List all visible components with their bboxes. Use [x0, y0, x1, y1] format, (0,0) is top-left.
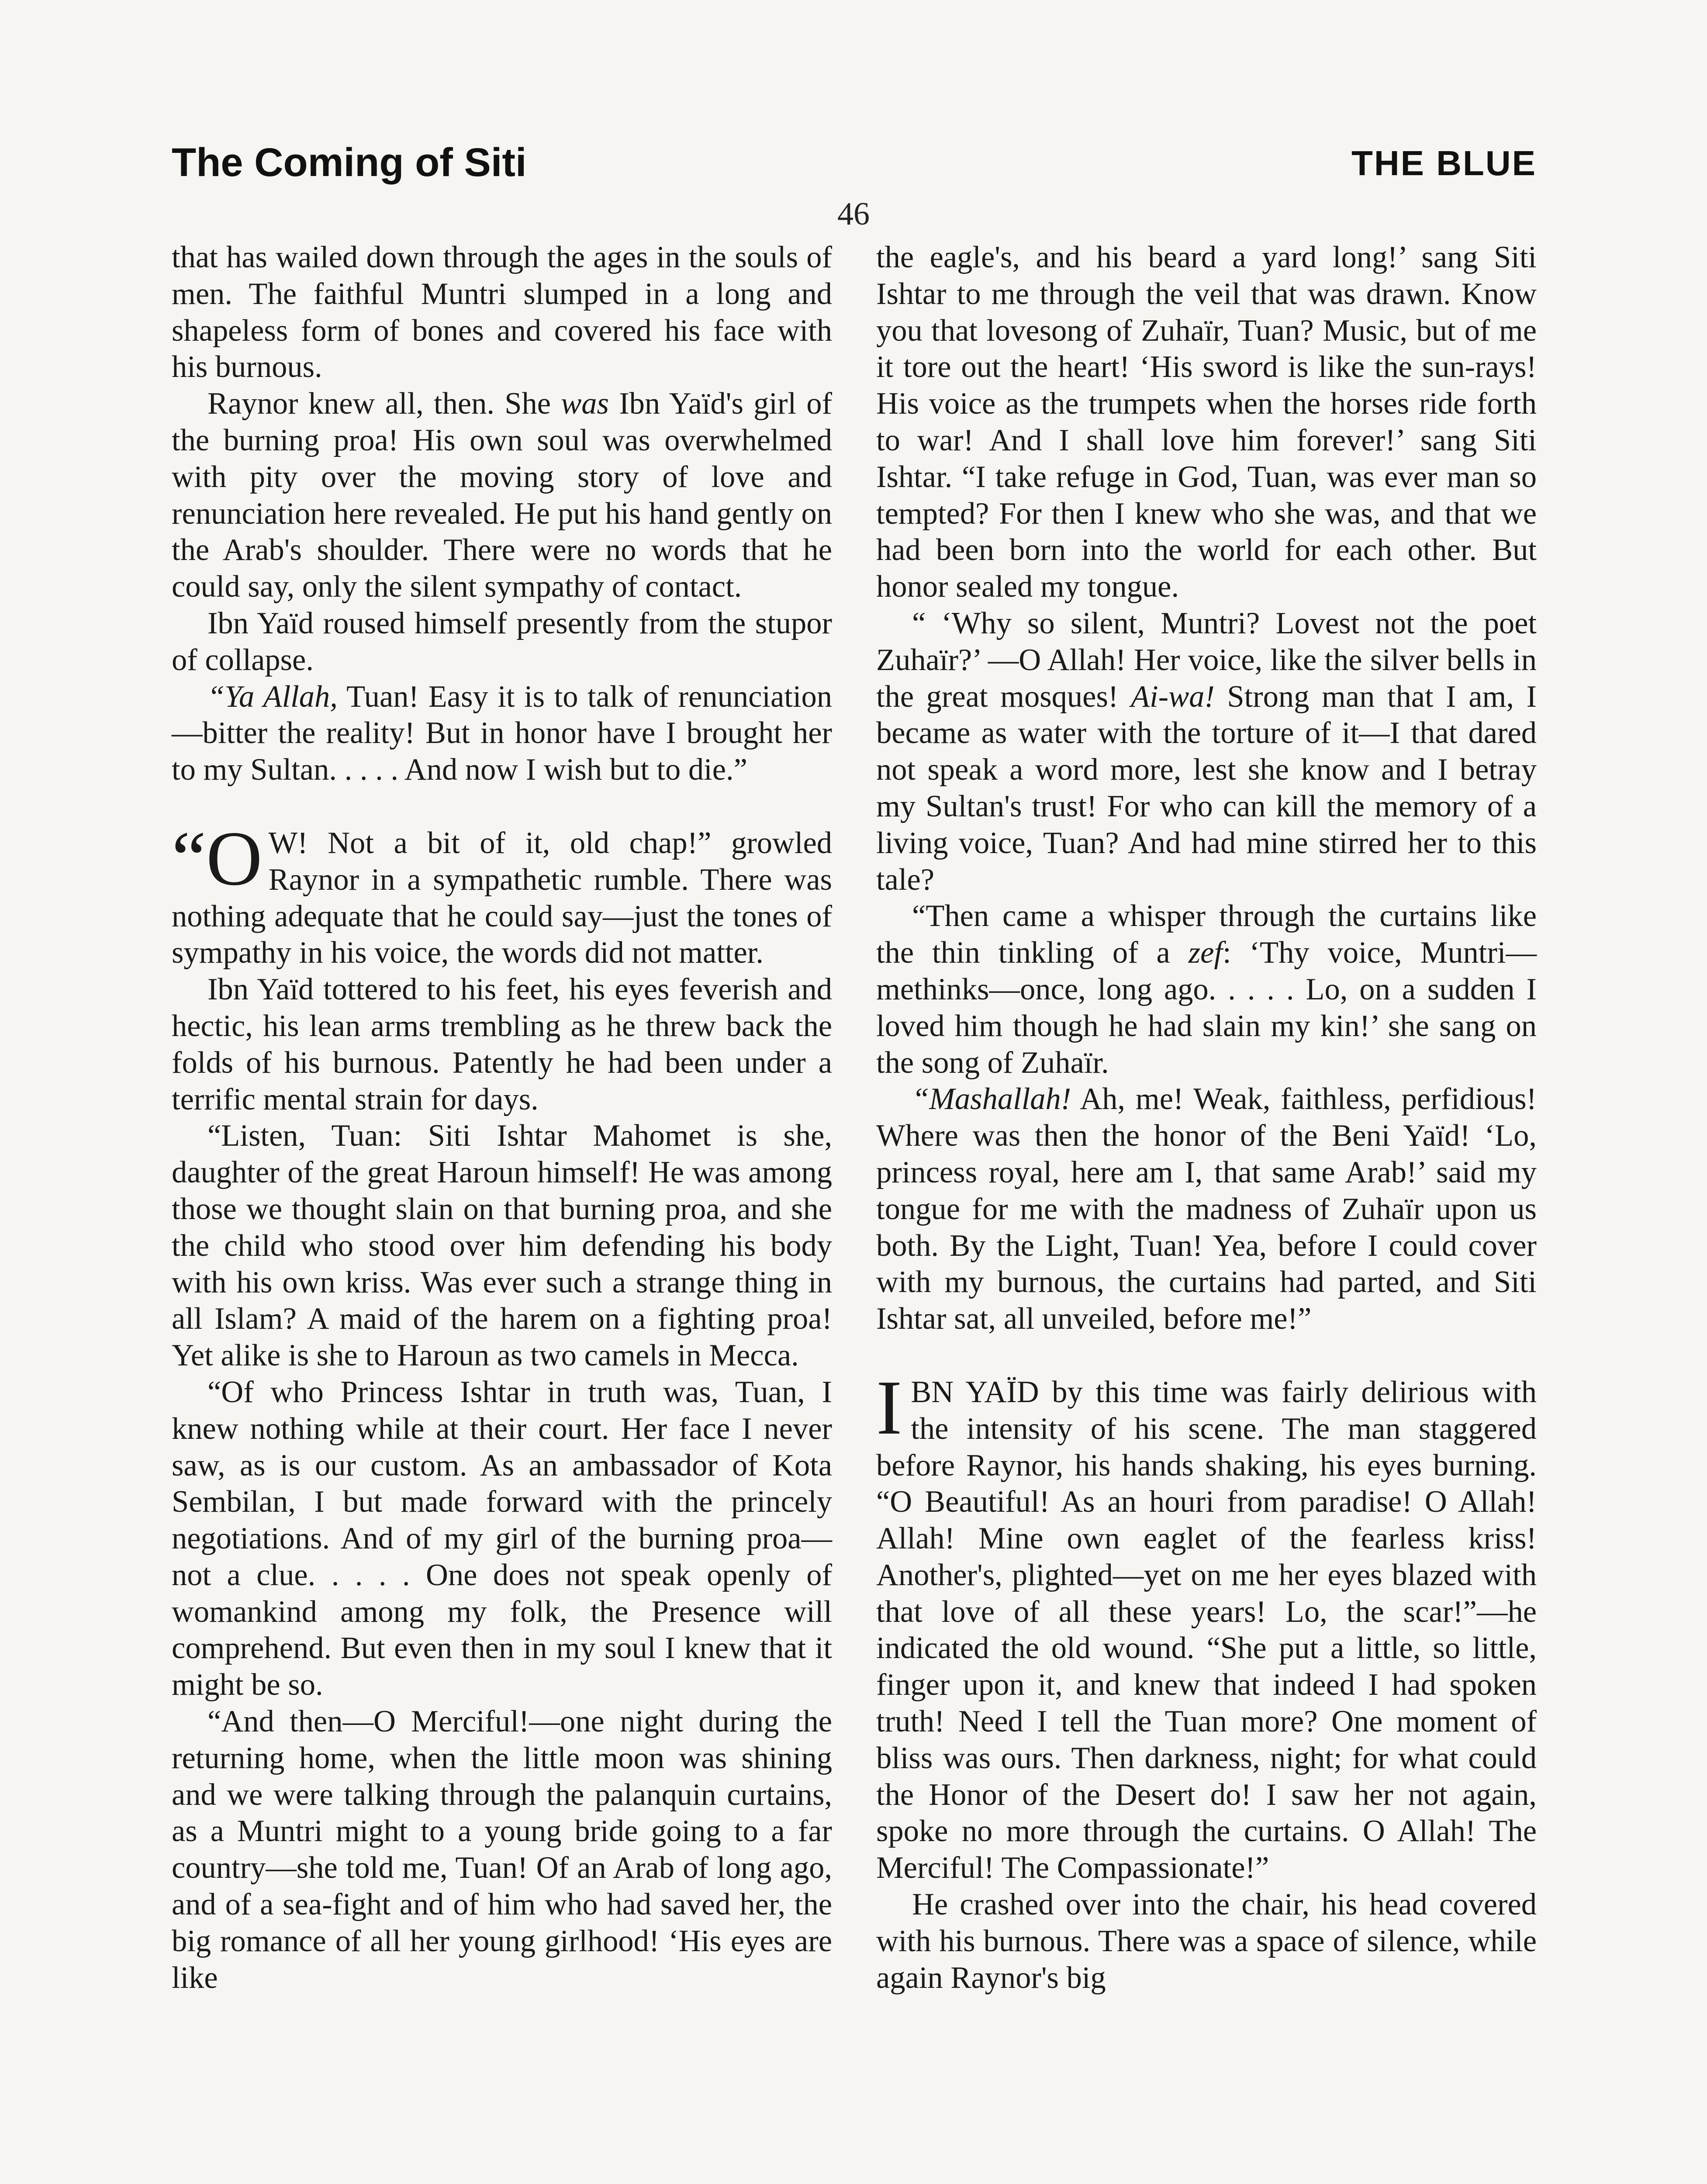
left-column [172, 239, 832, 1996]
paragraph: “Of who Princess Ishtar in truth was, Tuan, I knew nothing while at their court. Her face I never saw, as is our custom. As an ambassador of Kota Sembilan, I but made forward with the princely negotiations. And of my girl of the burning proa—not a clue. . . . . One does not speak openly of womankind among my folk, the Presence will comprehend. But even then in my soul I knew that it might be so. [172, 1375, 832, 1702]
paragraph: “Listen, Tuan: Siti Ishtar Mahomet is she, daughter of the great Haroun himself! He was among those we thought slain on that burning proa, and she the child who stood over him defending his body with his own kriss. Was ever such a strange thing in all Islam? A maid of the harem on a fighting proa! Yet alike is she to Haroun as two camels in Mecca. [172, 1119, 832, 1373]
section-opening-paragraph: “O W! Not a bit of it, old chap!” growled Raynor in a sympathetic rumble. There was nothing adequate that he could say—just the tones of sympathy in his voice, the words did not matter. [172, 815, 832, 970]
story-title: The Coming of Siti [172, 140, 527, 185]
paragraph: “And then—O Merciful!—one night during the returning home, when the little moon was shining and we were talking through the palanquin curtains, as a Muntri might to a young bride going to a far country—she told me, Tuan! Of an Arab of long ago, and of a sea-fight and of him who had saved her, the big romance of all her young girlhood! ‘His eyes are like [172, 1704, 832, 1995]
paragraph: the eagle's, and his beard a yard long!’ sang Siti Ishtar to me through the veil that was drawn. Know you that lovesong of Zuhaïr, Tuan? Music, but of me it tore out the heart! ‘His sword is like the sun-rays! His voice as the trumpets when the horses ride forth to war! And I shall love him forever!’ sang Siti Ishtar. “I take refuge in God, Tuan, was ever man so tempted? For then I knew who she was, and that we had been born into the world for each other. But honor sealed my tongue. [876, 240, 1537, 604]
paragraph: “ ‘Why so silent, Muntri? Lovest not the poet Zuhaïr?’ —O Allah! Her voice, like the silver bells in the great mosques! Ai-wa! Strong man that I am, I became as water with the torture of it—I that dared not speak a word more, lest she know and I betray my Sultan's trust! For who can kill the memory of a living voice, Tuan? And had mine stirred her to this tale? [876, 606, 1537, 897]
right-column [876, 239, 1537, 1996]
paragraph: Ibn Yaïd tottered to his feet, his eyes feverish and hectic, his lean arms trembling as he threw back the folds of his burnous. Patently he had been under a terrific mental strain for days. [172, 972, 832, 1116]
paragraph: He crashed over into the chair, his head covered with his burnous. There was a space of silence, while again Raynor's big [876, 1887, 1537, 1995]
magazine-title: THE BLUE [1351, 144, 1537, 183]
paragraph: Ibn Yaïd roused himself presently from the stupor of collapse. [172, 606, 832, 677]
drop-cap: “O [172, 815, 263, 902]
page-number: 46 [837, 196, 870, 232]
running-head [172, 140, 1537, 201]
paragraph: Raynor knew all, then. She was Ibn Yaïd's girl of the burning proa! His own soul was overwhelmed with pity over the moving story of love and renunciation here revealed. He put his hand gently on the Arab's shoulder. There were no words that he could say, only the silent sympathy of contact. [172, 387, 832, 604]
paragraph: that has wailed down through the ages in the souls of men. The faithful Muntri slumped in a long and shapeless form of bones and covered his face with his burnous. [172, 240, 832, 384]
paragraph: “Mashallah! Ah, me! Weak, faithless, perfidious! Where was then the honor of the Beni Yaïd! ‘Lo, princess royal, here am I, that same Arab!’ said my tongue for me with the madness of Zuhaïr upon us both. By the Light, Tuan! Yea, before I could cover with my burnous, the curtains had parted, and Siti Ishtar sat, all unveiled, before me!” [876, 1082, 1537, 1336]
paragraph: “Then came a whisper through the curtains like the thin tinkling of a zef: ‘Thy voice, Muntri—methinks—once, long ago. . . . . Lo, on a sudden I loved him though he had slain my kin!’ she sang on the song of Zuhaïr. [876, 899, 1537, 1080]
paragraph: “Ya Allah, Tuan! Easy it is to talk of renunciation—bitter the reality! But in honor have I brought her to my Sultan. . . . . And now I wish but to die.” [172, 679, 832, 787]
section-opening-paragraph: IBN YAÏD by this time was fairly delirious with the intensity of his scene. The man staggered before Raynor, his hands shaking, his eyes burning. “O Beautiful! As an houri from paradise! O Allah! Allah! Mine own eaglet of the fearless kriss! Another's, plighted—yet on me her eyes blazed with that love of all these years! Lo, the scar!”—he indicated the old wound. “She put a little, so little, finger upon it, and knew that indeed I had spoken truth! Need I tell the Tuan more? One moment of bliss was ours. Then darkness, night; for what could the Honor of the Desert do! I saw her not again, spoke no more through the curtains. O Allah! The Merciful! The Compassionate!” [876, 1364, 1537, 1885]
drop-cap: I [876, 1364, 902, 1451]
